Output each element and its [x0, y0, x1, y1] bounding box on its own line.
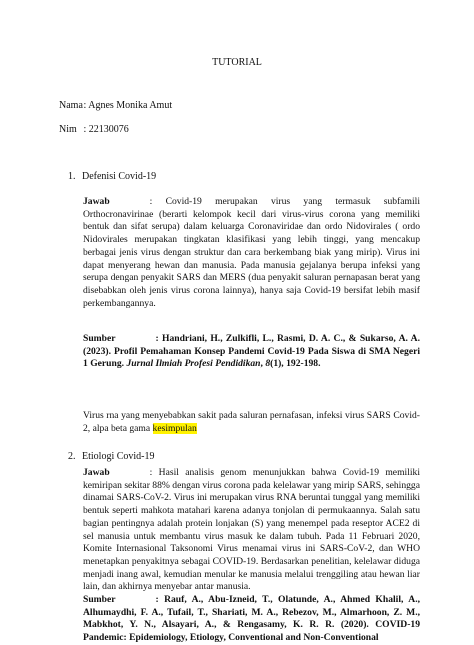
- highlighted-word: kesimpulan: [152, 422, 197, 434]
- section-1-answer: [83, 196, 420, 310]
- document-title: TUTORIAL: [212, 57, 262, 68]
- nim-label: Nim: [59, 124, 77, 135]
- source-citation: : Handriani, H., Zulkifli, L., Rasmi, D. A. C., & Sukarso, A. A. (2023). Profil Pemahaman Konsep Pandemi Covid-19 Pada Siswa di SMA Negeri 1 Gerung.: [83, 333, 420, 370]
- source-volume: 8: [265, 358, 271, 370]
- summary-text: Virus rna yang menyebabkan sakit pada saluran pernafasan, infeksi virus SARS Covid-2, alpa beta gama: [83, 410, 420, 434]
- source-label: Sumber: [83, 594, 116, 605]
- answer-text: : Covid-19 merupakan virus yang termasuk subfamili Orthocronavirinae (berarti kelompok kecil dari virus-virus corona yang memiliki bentuk dan sifat serupa) dalam keluarga Coronaviridae dan ordo Nidovirales ( ordo Nidovirales merupakan tingkatan klasifikasi yang lebih tinggi, yang mencakup berbagai jenis virus dengan struktur dan cara berkembang biak yang mirip). Virus ini dapat menyerang hewan dan manusia. Pada manusia gejalanya berupa infeksi yang serupa dengan penyakit SARS dan MERS (dua penyakit saluran pernapasan berat yang disebabkan oleh jenis virus corona lainnya), hanya saja Covid-19 bersifat lebih masif perkembangannya.: [83, 196, 420, 309]
- section-title: Etiologi Covid-19: [82, 451, 155, 462]
- name-value: : Agnes Monika Amut: [83, 100, 173, 111]
- answer-label: Jawab: [83, 467, 110, 478]
- section-1-source: Sumber : Handriani, H., Zulkifli, L., Rasmi, D. A. C., & Sukarso, A. A. (2023). Profil Pemahaman Konsep Pandemi Covid-19 Pada Siswa di SMA Negeri 1 Gerung. Jurnal Ilmiah Profesi Pendidikan, 8(1), 192-198.: [83, 333, 420, 370]
- answer-label: Jawab: [83, 196, 110, 207]
- section-number: 1.: [68, 171, 76, 182]
- nim-value: : 22130076: [83, 124, 129, 135]
- student-name-row: [59, 100, 172, 111]
- section-2-answer: [83, 467, 420, 594]
- section-title: Defenisi Covid-19: [82, 171, 157, 182]
- source-pages: (1), 192-198.: [270, 358, 321, 370]
- source-citation: : Rauf, A., Abu-Izneid, T., Olatunde, A., Ahmed Khalil, A., Alhumaydhi, F. A., Tufail, T., Shariati, M. A., Rebezov, M., Almarhoon, Z. M., Mabkhot, Y. N., Alsayari, A., & Rengasamy, K. R. R. (2020). COVID-19 Pandemic: Epidemiology, Etiology, Conventional and Non-Conventional: [83, 594, 420, 644]
- source-label: Sumber: [83, 333, 116, 344]
- answer-text: : Hasil analisis genom menunjukkan bahwa Covid-19 memiliki kemiripan sekitar 88% dengan virus corona pada kelelawar yang mirip SARS, sehingga dinamai SARS-CoV-2. Virus ini merupakan virus RNA beruntai tunggal yang memiliki bentuk seperti mahkota matahari karena adanya tonjolan di permukaannya. Salah satu bagian pentingnya adalah protein lonjakan (S) yang menempel pada reseptor ACE2 di sel manusia untuk membantu virus masuk ke dalam tubuh. Pada 11 Februari 2020, Komite Internasional Taksonomi Virus menamai virus ini SARS-CoV-2, dan WHO menetapkan penyakitnya sebagai COVID-19. Berdasarkan penelitian, kelelawar diduga menjadi inang awal, kemudian menular ke manusia melalui trenggiling atau hewan liar lain, dan akhirnya menyebar antar manusia.: [83, 467, 420, 593]
- name-label: Nama: [59, 100, 83, 111]
- section-number: 2.: [68, 451, 76, 462]
- section-1-summary: [83, 410, 420, 435]
- section-2-source: [83, 594, 420, 645]
- source-journal: Jurnal Ilmiah Profesi Pendidikan: [126, 358, 261, 370]
- student-id-row: [59, 124, 129, 135]
